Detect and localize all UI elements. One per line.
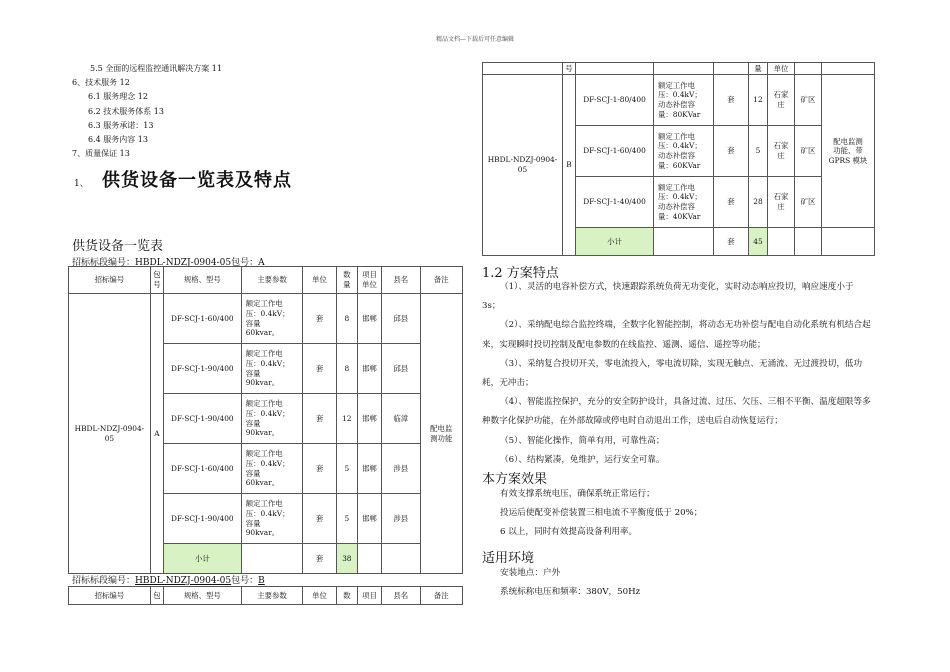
unit-cell: 套 <box>303 394 336 444</box>
package-prefix: 招标标段编号： <box>72 576 136 586</box>
subsection-title: 供货设备一览表 <box>72 239 164 254</box>
environment-item: 安装地点：户外 <box>500 568 561 578</box>
param-line: 压：0.4kV； <box>658 192 702 202</box>
equipment-table-a <box>68 266 463 574</box>
param-line: 量：60KVar <box>658 160 701 170</box>
params-cell <box>241 344 303 394</box>
package-id: B <box>258 576 265 586</box>
feature-item: （5）、智能化操作，简单有用，可靠性高； <box>500 435 665 446</box>
package-cell: A <box>150 294 163 574</box>
param-line: 容量 <box>245 318 261 328</box>
header-quantity-line: 量 <box>343 280 351 289</box>
header-quantity <box>336 267 357 294</box>
county-cell: 邱县 <box>382 344 420 394</box>
toc-item[interactable]: 5.5 全面的远程监控通讯解决方案 11 <box>90 64 222 73</box>
county-cell: 涉县 <box>382 444 420 494</box>
unit-cell: 套 <box>303 444 336 494</box>
section-number: 1、 <box>74 179 89 189</box>
params-cell <box>654 177 714 228</box>
county-cell: 临漳 <box>382 394 420 444</box>
table-row <box>69 294 463 344</box>
param-line: 额定工作电 <box>245 499 283 509</box>
table-header-row <box>69 587 463 605</box>
header-params: 主要参数 <box>241 587 303 605</box>
header-params <box>654 63 714 75</box>
header-project-line: 单位 <box>362 280 377 289</box>
param-line: 容量 <box>245 368 261 378</box>
header-code: 招标编号 <box>69 267 151 294</box>
project-line: 庄 <box>777 151 785 160</box>
param-line: 60kvar。 <box>245 328 280 338</box>
subtotal-label: 小计 <box>576 228 654 256</box>
subtotal-quantity: 38 <box>336 544 357 574</box>
param-line: 容量 <box>245 468 261 478</box>
project-cell <box>768 126 795 177</box>
toc-item[interactable]: 7、质量保证 13 <box>72 149 130 159</box>
quantity-cell: 5 <box>749 126 768 177</box>
tender-code: HBDL-NDZJ-0904-05 <box>69 294 151 574</box>
effect-item: 有效支撑系统电压，确保系统正常运行； <box>500 489 655 499</box>
param-line: 额定工作电 <box>658 80 695 90</box>
effect-item: 6 以上，同时有效提高设备利用率。 <box>500 527 638 538</box>
package-b-label <box>72 573 265 586</box>
subtotal-unit: 套 <box>714 228 749 256</box>
project-cell: 邯郸 <box>357 394 381 444</box>
package-id: A <box>258 258 265 268</box>
model-cell: DF-SCJ-1-80/400 <box>576 75 654 126</box>
param-line: 量：80KVar <box>658 109 701 119</box>
subtotal-empty <box>795 228 822 256</box>
equipment-table-b <box>68 586 463 605</box>
params-cell <box>241 294 303 344</box>
subtotal-quantity: 45 <box>749 228 768 256</box>
features-title: 1.2 方案特点 <box>482 266 559 281</box>
county-cell: 邱县 <box>382 294 420 344</box>
header-package: 包 <box>150 587 163 605</box>
param-line: 动态补偿容 <box>658 100 695 109</box>
remark-line: 配电监测 <box>833 136 863 146</box>
model-cell: DF-SCJ-1-90/400 <box>163 344 241 394</box>
header-unit <box>714 63 749 75</box>
model-cell: DF-SCJ-1-40/400 <box>576 177 654 228</box>
param-line: 90kvar。 <box>245 378 280 388</box>
param-line: 90kvar。 <box>245 528 280 538</box>
county-cell: 矿区 <box>795 126 822 177</box>
effects-title: 本方案效果 <box>482 472 548 487</box>
params-cell <box>654 126 714 177</box>
package-cell: B <box>563 75 576 256</box>
header-package-line: 包 <box>153 270 161 280</box>
effects-list <box>482 485 874 543</box>
remark-line: 测功能 <box>430 433 453 443</box>
feature-item: （1）、灵活的电容补偿方式，快速跟踪系统负荷无功变化，实时动态响应投切，响应速度小于 3s； <box>482 282 854 312</box>
table-row <box>483 75 875 126</box>
unit-cell: 套 <box>714 177 749 228</box>
subtotal-empty <box>768 228 795 256</box>
model-cell: DF-SCJ-1-60/400 <box>163 294 241 344</box>
toc-item[interactable]: 6.4 服务内容 13 <box>88 135 148 145</box>
model-cell: DF-SCJ-1-90/400 <box>163 494 241 544</box>
quantity-cell: 12 <box>336 394 357 444</box>
subtotal-empty <box>654 228 714 256</box>
remark-line: GPRS 模块 <box>828 155 868 165</box>
project-cell <box>768 75 795 126</box>
project-cell: 邯郸 <box>357 294 381 344</box>
param-line: 额定工作电 <box>245 449 283 459</box>
unit-cell: 套 <box>303 344 336 394</box>
toc-item[interactable]: 6.2 技术服务体系 13 <box>88 106 164 116</box>
project-line: 石家 <box>773 141 789 151</box>
remark-cell <box>420 294 463 574</box>
subtotal-label: 小计 <box>163 544 241 574</box>
param-line: 额定工作电 <box>245 399 283 409</box>
toc-item[interactable]: 6、技术服务 12 <box>72 78 130 88</box>
feature-item: （2）、采纳配电综合监控终端，全数字化智能控制，将动态无功补偿与配电自动化系统有机结合起来，实现瞬时投切控制及配电参数的在线监控、遥测、遥信、遥控等功能； <box>482 320 871 350</box>
header-county: 县名 <box>382 587 420 605</box>
package-mid: 包号： <box>231 576 259 586</box>
table-header-row <box>69 267 463 294</box>
header-county <box>795 63 822 75</box>
subtotal-unit: 套 <box>303 544 336 574</box>
header-remark <box>822 63 875 75</box>
header-unit: 单位 <box>303 587 336 605</box>
table-of-contents <box>72 62 222 161</box>
quantity-cell: 5 <box>336 494 357 544</box>
param-line: 容量 <box>245 518 261 528</box>
unit-cell: 套 <box>714 126 749 177</box>
header-project: 项目 <box>357 587 381 605</box>
project-line: 庄 <box>777 202 785 211</box>
param-line: 压：0.4kV； <box>245 308 290 318</box>
model-cell: DF-SCJ-1-60/400 <box>163 444 241 494</box>
project-cell: 邯郸 <box>357 494 381 544</box>
header-quantity: 数 <box>336 587 357 605</box>
remark-line: 配电监 <box>430 423 453 433</box>
project-cell: 邯郸 <box>357 444 381 494</box>
header-model <box>576 63 654 75</box>
header-project <box>357 267 381 294</box>
remark-cell <box>822 75 875 228</box>
header-code <box>483 63 563 75</box>
header-model: 规格、型号 <box>163 587 241 605</box>
unit-cell: 套 <box>714 75 749 126</box>
model-cell: DF-SCJ-1-60/400 <box>576 126 654 177</box>
header-project: 单位 <box>768 63 795 75</box>
quantity-cell: 28 <box>749 177 768 228</box>
section-title: 供货设备一览表及特点 <box>102 170 292 191</box>
params-cell <box>241 394 303 444</box>
param-line: 压：0.4kV； <box>658 141 702 151</box>
environment-item: 系统标称电压和频率：380V，50Hz <box>500 587 641 598</box>
quantity-cell: 8 <box>336 294 357 344</box>
param-line: 量：40KVar <box>658 211 701 221</box>
param-line: 容量 <box>245 418 261 428</box>
header-quantity: 量 <box>749 63 768 75</box>
header-quantity-line: 数 <box>343 270 351 280</box>
project-cell: 邯郸 <box>357 344 381 394</box>
param-line: 压：0.4kV； <box>245 408 290 418</box>
county-cell: 涉县 <box>382 494 420 544</box>
header-params: 主要参数 <box>241 267 303 294</box>
subtotal-empty <box>241 544 303 574</box>
package-mid: 包号： <box>231 258 259 268</box>
environment-title: 适用环境 <box>482 551 535 566</box>
param-line: 90kvar。 <box>245 428 280 438</box>
param-line: 额定工作电 <box>658 182 695 192</box>
quantity-cell: 5 <box>336 444 357 494</box>
param-line: 压：0.4kV； <box>658 90 702 100</box>
toc-item[interactable]: 6.1 服务理念 12 <box>88 92 148 102</box>
header-package: 号 <box>563 63 576 75</box>
params-cell <box>241 494 303 544</box>
unit-cell: 套 <box>303 494 336 544</box>
param-line: 额定工作电 <box>245 349 283 359</box>
header-package <box>150 267 163 294</box>
unit-cell: 套 <box>303 294 336 344</box>
feature-item: （3）、采纳复合投切开关，零电流投入，零电流切除，实现无触点、无涌流、无过渡投切，低功耗，无冲击； <box>482 358 863 389</box>
package-code: HBDL-NDZJ-0904-05 <box>135 258 232 268</box>
param-line: 60kvar。 <box>245 478 280 488</box>
toc-item[interactable]: 6.3 服务承诺：13 <box>88 120 154 130</box>
project-line: 庄 <box>777 100 785 109</box>
subtotal-empty <box>357 544 381 574</box>
param-line: 压：0.4kV； <box>245 508 290 518</box>
param-line: 动态补偿容 <box>658 202 695 211</box>
params-cell <box>654 75 714 126</box>
county-cell: 矿区 <box>795 75 822 126</box>
header-county: 县名 <box>382 267 420 294</box>
project-line: 石家 <box>773 192 789 202</box>
table-header-row <box>483 63 875 75</box>
effect-item: 投运后使配变补偿装置三相电流不平衡度低于 20%； <box>500 508 703 519</box>
feature-item: （6）、结构紧凑，免维护，运行安全可靠。 <box>500 454 665 465</box>
package-code: HBDL-NDZJ-0904-05 <box>135 576 232 586</box>
header-package-line: 号 <box>153 280 161 289</box>
param-line: 动态补偿容 <box>658 151 695 160</box>
quantity-cell: 12 <box>749 75 768 126</box>
param-line: 压：0.4kV； <box>245 358 290 368</box>
header-unit: 单位 <box>303 267 336 294</box>
subtotal-empty <box>822 228 875 256</box>
header-code: 招标编号 <box>69 587 151 605</box>
header-remark: 备注 <box>420 267 463 294</box>
page-header: 精品文档---下载后可任意编辑 <box>435 36 515 43</box>
header-project-line: 项目 <box>362 270 377 280</box>
header-remark: 备注 <box>420 587 463 605</box>
tender-code: HBDL-NDZJ-0904-05 <box>483 75 563 256</box>
params-cell <box>241 444 303 494</box>
subtotal-empty <box>382 544 420 574</box>
package-prefix: 招标标段编号： <box>72 258 136 268</box>
model-cell: DF-SCJ-1-90/400 <box>163 394 241 444</box>
equipment-table-b-continued <box>482 62 875 256</box>
param-line: 额定工作电 <box>245 299 283 309</box>
header-model: 规格、型号 <box>163 267 241 294</box>
environment-list <box>482 564 874 602</box>
project-cell <box>768 177 795 228</box>
param-line: 压：0.4kV； <box>245 458 290 468</box>
project-line: 石家 <box>773 90 789 100</box>
county-cell: 矿区 <box>795 177 822 228</box>
quantity-cell: 8 <box>336 344 357 394</box>
feature-item: （4）、智能监控保护，充分的安全防护设计，具备过流、过压、欠压、三相不平衡、温度超限等多种数字化保护功能，在外部故障或停电时自动退出工作，送电后自动恢复运行； <box>482 397 871 427</box>
param-line: 额定工作电 <box>658 131 695 141</box>
features-list <box>482 278 874 470</box>
remark-line: 功能、带 <box>833 146 863 156</box>
